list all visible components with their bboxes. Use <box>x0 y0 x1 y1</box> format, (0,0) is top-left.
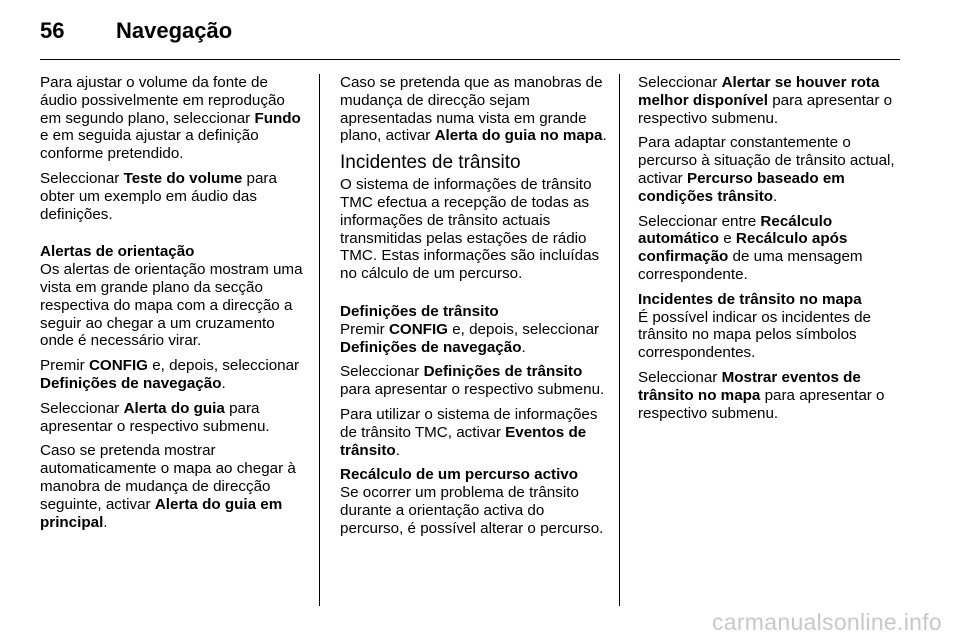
menu-term: Percurso baseado em condições trânsito <box>638 169 845 205</box>
menu-term: Definições de trânsito <box>423 363 583 381</box>
paragraph: Para utilizar o sistema de informações de trânsito TMC, activar Eventos de trânsito. <box>340 405 598 459</box>
menu-term: CONFIG <box>88 357 148 375</box>
menu-term: Alerta do guia no mapa <box>434 127 603 145</box>
paragraph: Seleccionar Alertar se houver rota melhor disponível para apresentar o respectivo submenu. <box>638 74 893 127</box>
paragraph: Premir CONFIG e, depois, seleccionar Definições de navegação. <box>40 357 300 392</box>
page-title: Navegação <box>116 18 233 43</box>
watermark: carmanualsonline.info <box>711 609 942 635</box>
section-heading: Incidentes de trânsito no mapa <box>638 290 862 308</box>
section-heading: Definições de trânsito <box>340 302 499 320</box>
menu-term: Alerta do guia <box>123 399 225 417</box>
paragraph: Seleccionar entre Recálculo automático e Recálculo após confirmação de uma mensagem correspondente. <box>638 212 863 283</box>
menu-term: Alertar se houver rota melhor disponível <box>638 74 880 109</box>
menu-term: Teste do volume <box>123 169 243 187</box>
section-heading: Recálculo de um percurso activo <box>340 466 579 484</box>
column-1 <box>40 74 308 538</box>
paragraph: Os alertas de orientação mostram uma vista em grande plano da secção respectiva do mapa com a direcção a seguir ao chegar a um cruzamento onde é necessário virar. <box>40 261 303 350</box>
column-divider <box>619 74 620 606</box>
page-header <box>40 18 900 58</box>
paragraph: É possível indicar os incidentes de trânsito no mapa pelos símbolos correspondentes. <box>638 308 872 362</box>
column-3 <box>638 74 906 429</box>
column-2 <box>340 74 608 545</box>
paragraph: Caso se pretenda que as manobras de mudança de direcção sejam apresentadas numa vista em grande plano, activar Alerta do guia no mapa. <box>340 74 607 145</box>
paragraph: Seleccionar Alerta do guia para apresentar o respectivo submenu. <box>40 399 270 435</box>
paragraph: O sistema de informações de trânsito TMC efectua a recepção de todas as informações de trânsito actuais transmitidas pelas estações de rádio TMC. Estas informações são incluídas no cálculo de um percurso. <box>340 176 600 283</box>
paragraph: Premir CONFIG e, depois, seleccionar Definições de navegação. <box>340 320 600 356</box>
menu-term: Definições de navegação <box>40 374 222 392</box>
menu-term: Definições de navegação <box>340 338 522 356</box>
menu-term: Recálculo após confirmação <box>638 230 848 266</box>
column-divider <box>319 74 320 606</box>
section-heading: Alertas de orientação <box>40 243 195 261</box>
paragraph: Se ocorrer um problema de trânsito durante a orientação activa do percurso, é possível alterar o percurso. <box>340 484 604 537</box>
page-number: 56 <box>40 18 65 43</box>
menu-term: Mostrar eventos de trânsito no mapa <box>638 368 861 404</box>
menu-term: Recálculo automático <box>638 212 833 248</box>
paragraph: Seleccionar Teste do volume para obter um exemplo em áudio das definições. <box>40 169 277 223</box>
menu-term: Fundo <box>254 109 301 127</box>
paragraph: Para adaptar constantemente o percurso à situação de trânsito actual, activar Percurso baseado em condições trânsito. <box>638 134 895 205</box>
paragraph: Para ajustar o volume da fonte de áudio possivelmente em reprodução em segundo plano, seleccionar Fundo e em seguida ajustar a definição conforme pretendido. <box>40 74 301 163</box>
paragraph: Caso se pretenda mostrar automaticamente o mapa ao chegar à manobra de mudança de direcção seguinte, activar Alerta do guia em principal. <box>40 442 296 531</box>
paragraph: Seleccionar Definições de trânsito para apresentar o respectivo submenu. <box>340 363 605 399</box>
menu-term: Eventos de trânsito <box>340 423 587 459</box>
menu-term: CONFIG <box>388 320 448 338</box>
paragraph: Seleccionar Mostrar eventos de trânsito no mapa para apresentar o respectivo submenu. <box>638 368 885 422</box>
menu-term: Alerta do guia em principal <box>40 495 283 531</box>
header-rule <box>40 59 900 60</box>
chapter-heading: Incidentes de trânsito <box>340 152 521 174</box>
